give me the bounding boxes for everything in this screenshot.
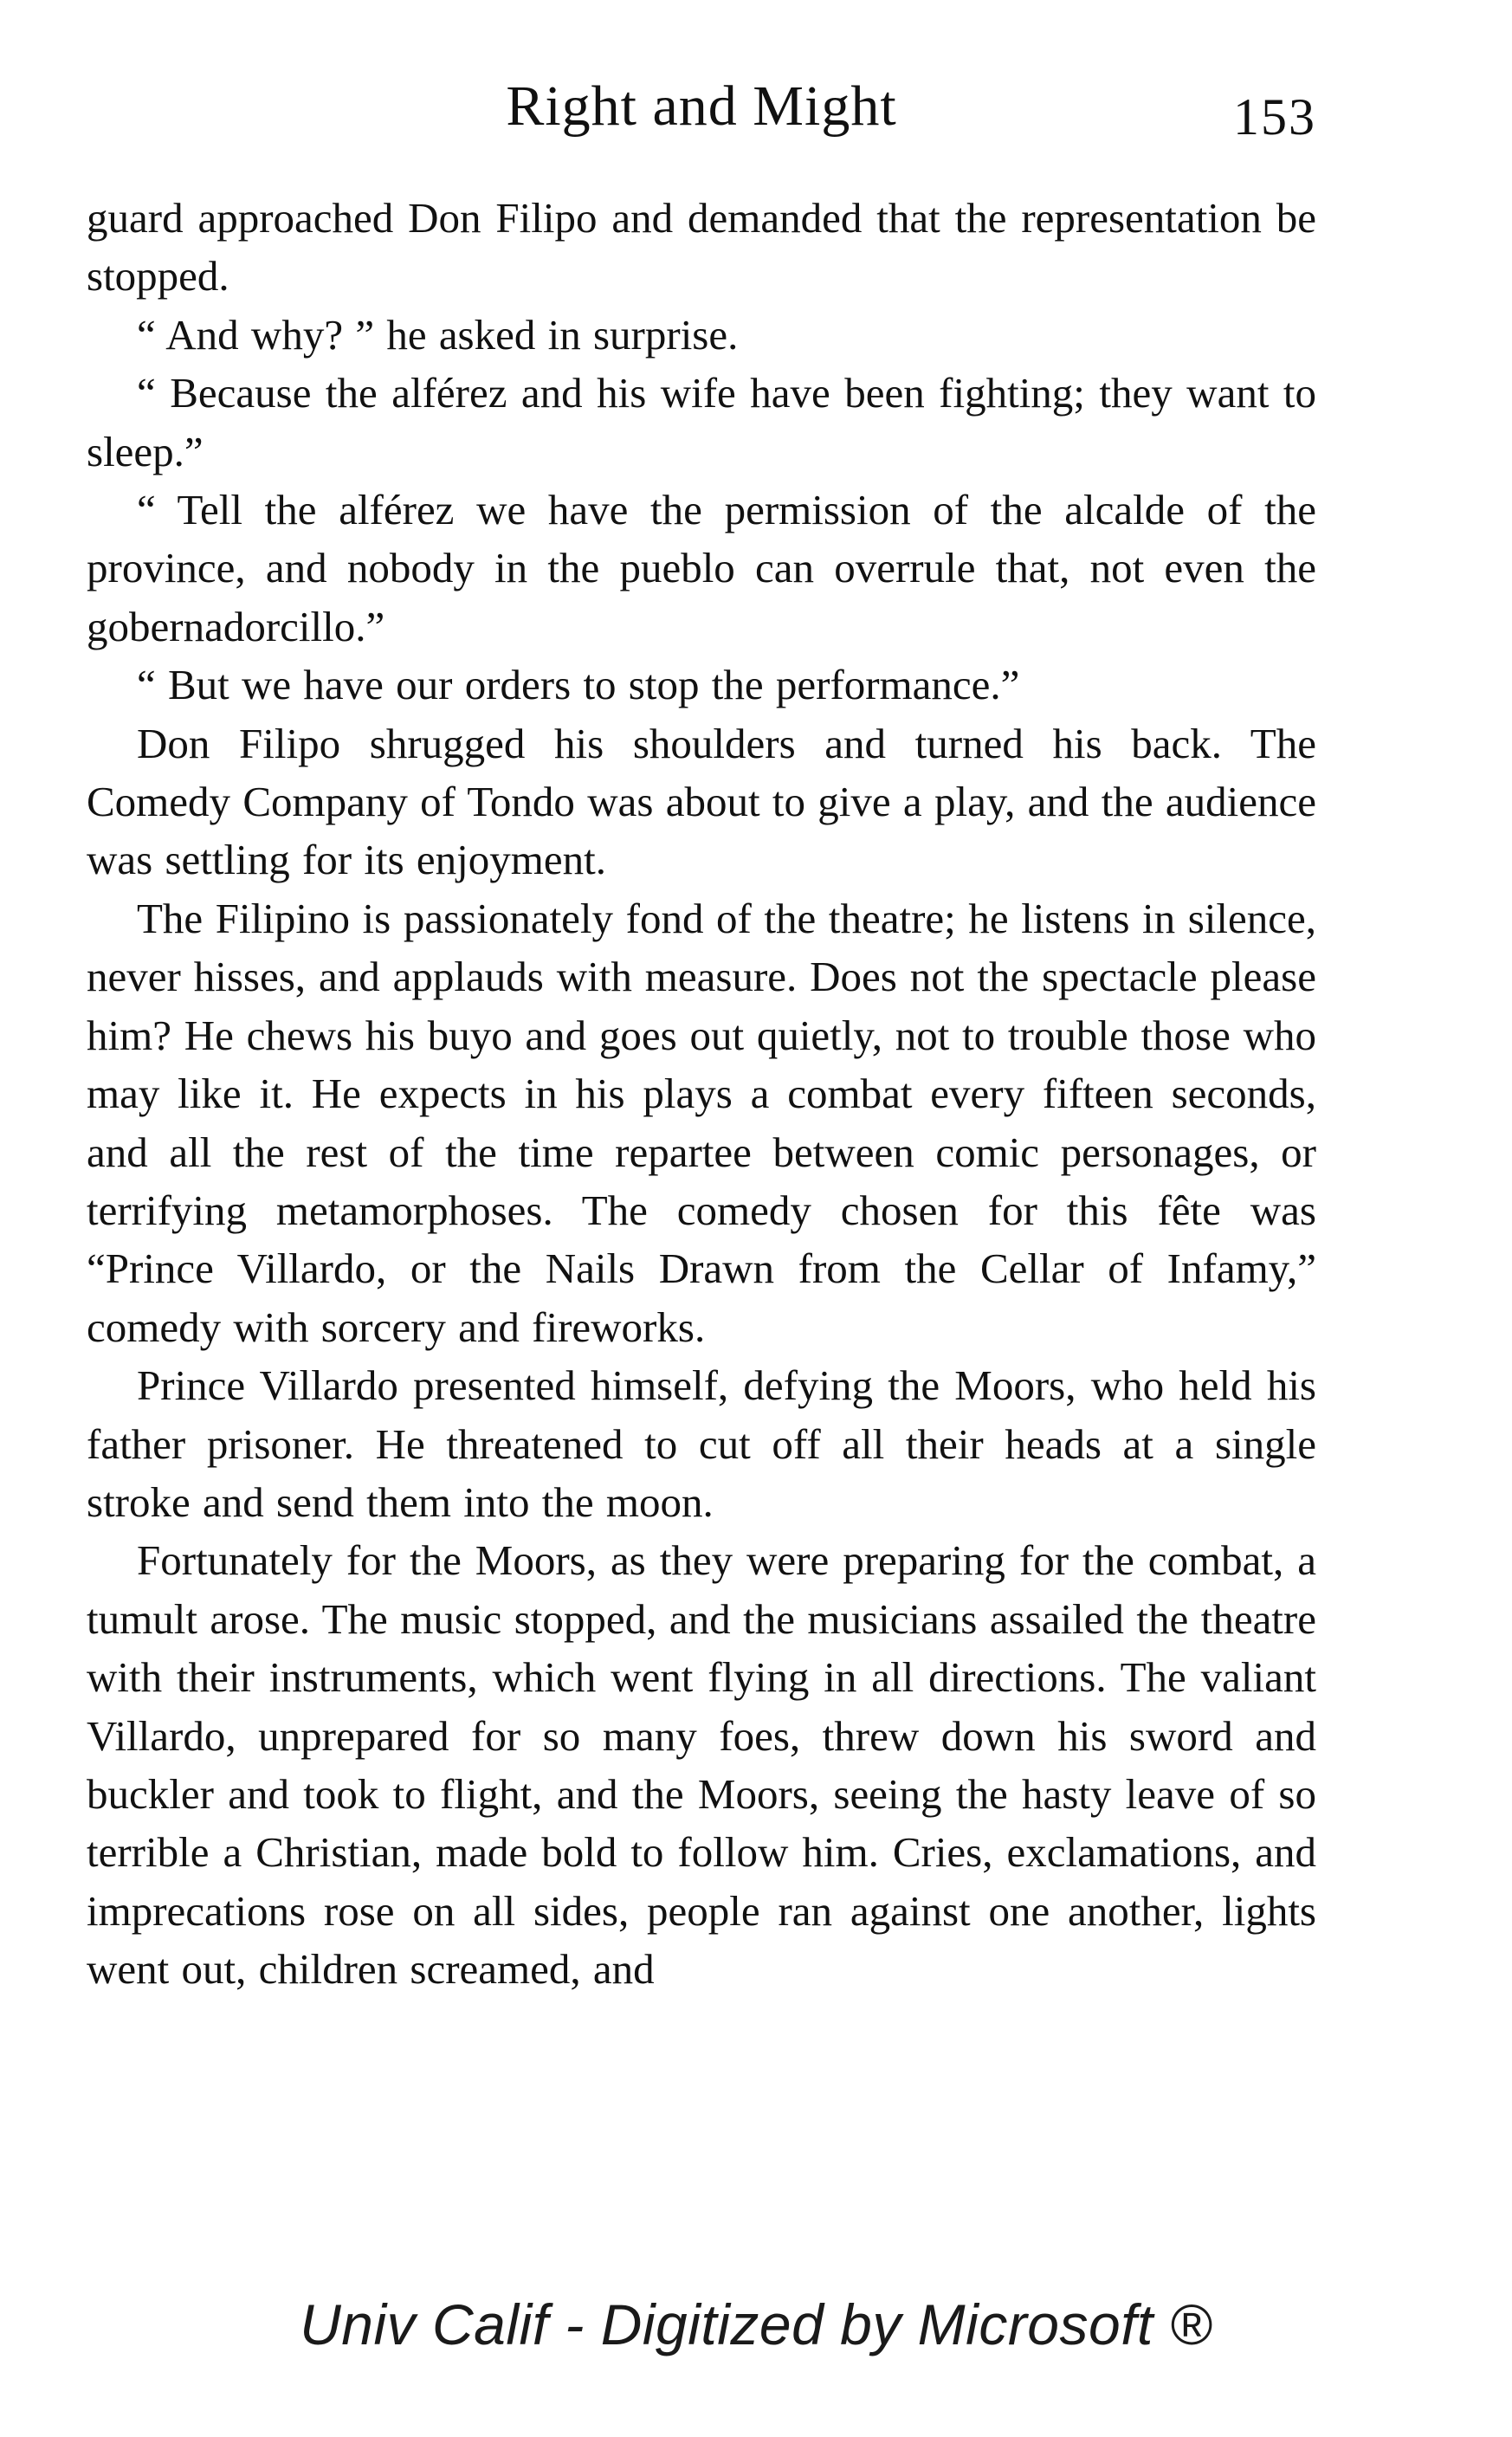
running-head: Right and Might [506,74,897,138]
digitization-watermark: Univ Calif - Digitized by Microsoft ® [300,2292,1212,2356]
paragraph: Fortunately for the Moors, as they were preparing for the combat, a tumult arose. The music stopped, and the musicians assailed the theatre with their instruments, which went flying in all directions. The valiant Villardo, unprepared for so many foes, threw down his sword and buckler and took to flight, and the Moors, seeing the hasty leave of so terrible a Christian, made bold to follow him. Cries, exclamations, and imprecations rose on all sides, people ran against one another, lights went out, children screamed, and [87,1536,1316,1994]
paragraph: The Filipino is passionately fond of the theatre; he listens in silence, never hisses, and applauds with measure. Does not the spectacle please him? He chews his buyo and goes out quietly, not to trouble those who may like it. He expects in his plays a combat every fifteen seconds, and all the rest of the time repartee between comic personages, or terrifying metamorphoses. The comedy chosen for this fête was “Prince Villardo, or the Nails Drawn from the Cellar of Infamy,” comedy with sorcery and fireworks. [87,894,1316,1351]
paragraph: “ Tell the alférez we have the permission of the alcalde of the province, and nobody in the pueblo can overrule that, not even the gobernadorcillo.” [87,486,1316,650]
paragraph: “ And why? ” he asked in surprise. [137,310,739,359]
page-number: 153 [1233,88,1316,145]
paragraph: “ But we have our orders to stop the performance.” [137,661,1020,709]
body-text [87,189,1316,1999]
page-header [87,68,1316,145]
paragraph: “ Because the alférez and his wife have been fighting; they want to sleep.” [87,369,1316,475]
paragraph: guard approached Don Filipo and demanded that the representation be stopped. [87,194,1316,301]
paragraph: Prince Villardo presented himself, defying the Moors, who held his father prisoner. He threatened to cut off all their heads at a single stroke and send them into the moon. [87,1361,1316,1526]
paragraph: Don Filipo shrugged his shoulders and turned his back. The Comedy Company of Tondo was about to give a play, and the audience was settling for its enjoyment. [87,719,1316,884]
